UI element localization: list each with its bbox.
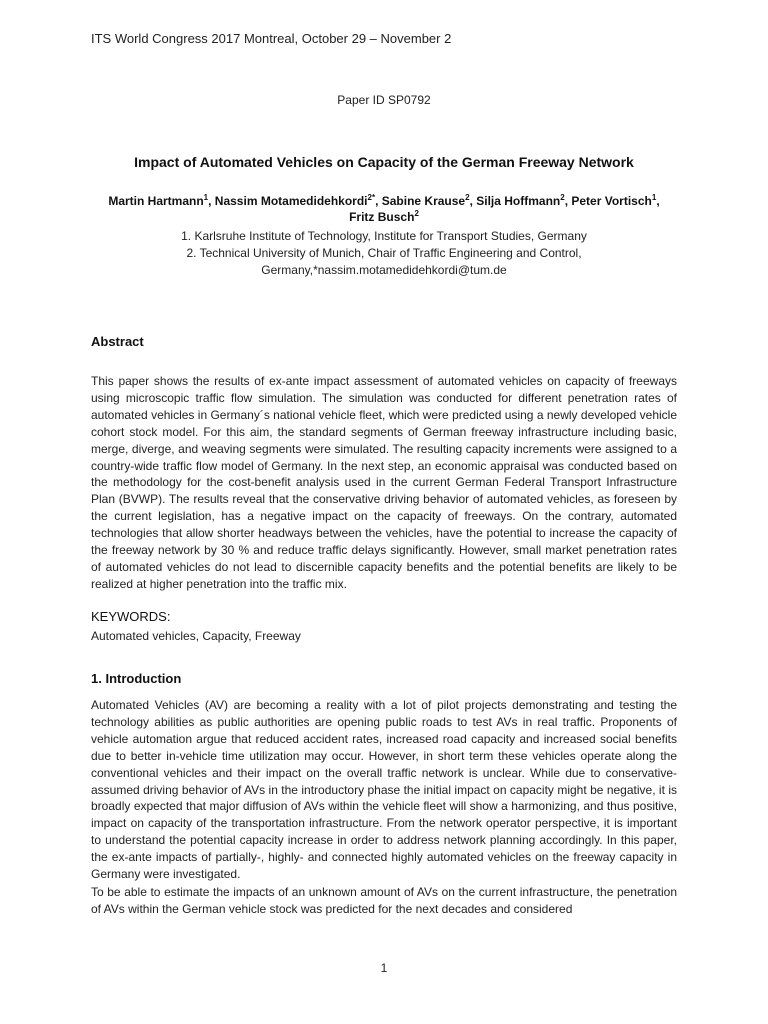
keywords-heading: KEYWORDS: [91, 609, 171, 624]
author-affiliation-mark: 2 [414, 209, 419, 218]
author-name: Martin Hartmann [108, 194, 204, 208]
page-number: 1 [380, 961, 388, 975]
abstract-heading: Abstract [91, 334, 144, 349]
author-separator: , [208, 194, 215, 208]
paper-id: Paper ID SP0792 [337, 93, 431, 107]
author-separator: , [469, 194, 477, 208]
author-affiliation-mark: 1 [651, 193, 657, 202]
author-name: Fritz Busch [349, 210, 415, 224]
introduction-heading: 1. Introduction [91, 671, 182, 686]
abstract-text: This paper shows the results of ex-ante impact assessment of automated vehicles on capacity of freeways using microscopic traffic flow simulation. The simulation was conducted for different penetration rates of automated vehicles in Germany´s national vehicle fleet, which were predicted using a newly developed vehicle cohort stock model. For this aim, the standard segments of German freeway infrastructure including basic, merge, diverge, and weaving segments were simulated. The resulting capacity increments were assigned to a country-wide traffic flow model of Germany. In the next step, an economic appraisal was conducted based on the methodology for the cost-benefit analysis used in the current German Federal Transport Infrastructure Plan (BVWP). The results reveal that the conservative driving behavior of automated vehicles, as foreseen by the current legislation, has a negative impact on the capacity of freeways. On the contrary, automated technologies that allow shorter headways between the vehicles, have the potential to increase the capacity of the freeway network by 30 % and reduce traffic delays significantly. However, small market penetration rates of automated vehicles do not lead to discernible capacity benefits and the potential benefits are likely to be realized at higher penetration into the traffic mix. [91, 374, 677, 591]
introduction-paragraph-2: To be able to estimate the impacts of an unknown amount of AVs on the current infrastructure, the penetration of AVs within the German vehicle stock was predicted for the next decades and considered [91, 885, 677, 916]
introduction-paragraph-1: Automated Vehicles (AV) are becoming a reality with a lot of pilot projects demonstrating and testing the technology abilities as public authorities are opening public roads to test AVs in real traffic. Proponents of vehicle automation argue that reduced accident rates, increased road capacity and increased social benefits due to better in-vehicle time utilization may occur. However, in short term these vehicles operate along the conventional vehicles and their impact on the overall traffic network is unclear. While due to conservative-assumed driving behavior of AVs in the introductory phase the initial impact on capacity might be negative, it is broadly expected that major diffusion of AVs within the vehicle fleet will show a harmonizing, and thus positive, impact on capacity of the transportation infrastructure. From the network operator perspective, it is important to understand the potential capacity increase in order to address network planning accordingly. In this paper, the ex-ante impacts of partially-, highly- and connected highly automated vehicles on the freeway capacity in Germany were investigated. [91, 698, 677, 882]
author-name: Silja Hoffmann [476, 194, 561, 208]
running-header: ITS World Congress 2017 Montreal, October 29 – November 2 [91, 31, 452, 46]
author-affiliation-mark: 2* [367, 193, 376, 202]
affiliation-line: 1. Karlsruhe Institute of Technology, Institute for Transport Studies, Germany [181, 229, 587, 243]
author-line-2 [90, 209, 678, 225]
author-name: Sabine Krause [381, 194, 466, 208]
paper-title: Impact of Automated Vehicles on Capacity of the German Freeway Network [134, 154, 634, 170]
author-affiliation-mark: 2 [560, 193, 565, 202]
affiliation-line: 2. Technical University of Munich, Chair of Traffic Engineering and Control, [186, 246, 582, 260]
author-line-1 [90, 193, 678, 209]
author-affiliation-mark: 2 [465, 193, 470, 202]
author-affiliation-mark: 1 [203, 193, 209, 202]
affiliation-line: Germany,*nassim.motamedidehkordi@tum.de [261, 263, 507, 277]
author-name: Peter Vortisch [571, 194, 652, 208]
author-separator: , [564, 194, 572, 208]
author-separator: , [375, 194, 382, 208]
author-name: Nassim Motamedidehkordi [214, 194, 368, 208]
affiliations [90, 228, 678, 279]
author-separator: , [656, 194, 660, 208]
author-list [90, 193, 678, 225]
keywords-text: Automated vehicles, Capacity, Freeway [91, 629, 301, 643]
